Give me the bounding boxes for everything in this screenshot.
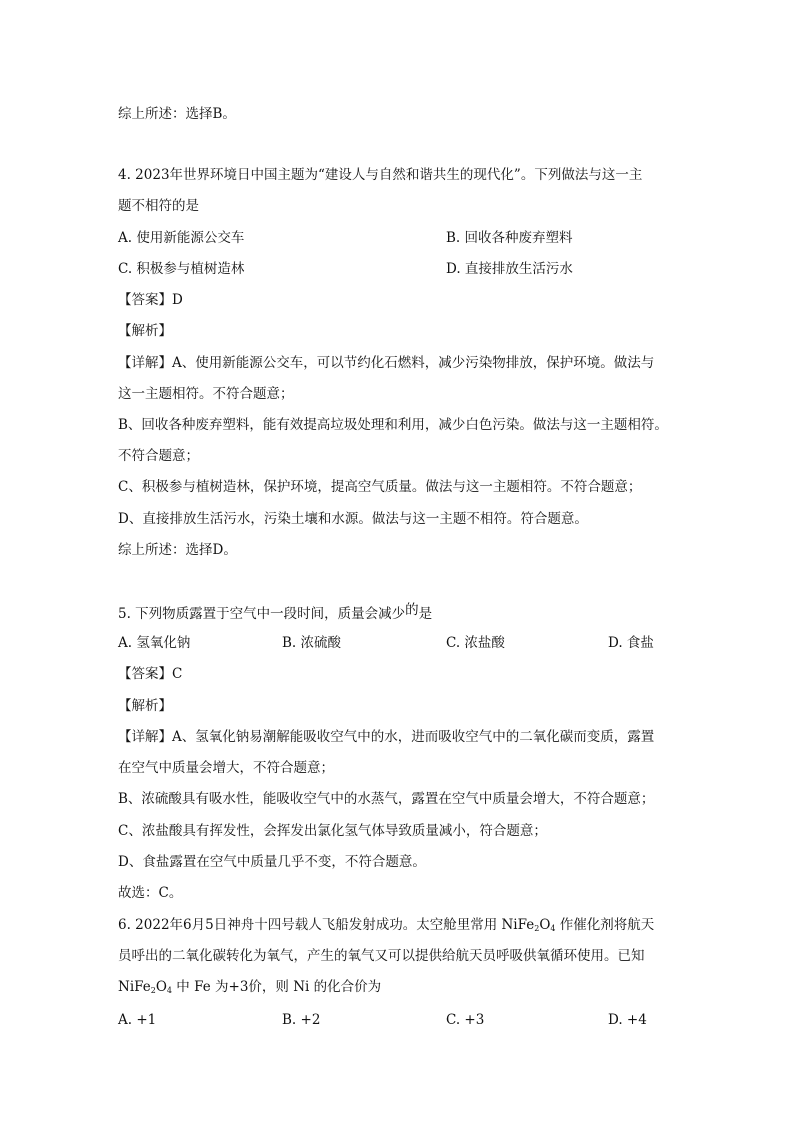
- q5-stem-part-c: 是: [418, 606, 433, 622]
- q5-option-c: C. 浓盐酸: [446, 635, 505, 651]
- previous-summary: 综上所述：选择B。: [118, 106, 236, 122]
- q5-detail-c: C、浓盐酸具有挥发性，会挥发出氯化氢气体导致质量减小，符合题意；: [118, 823, 547, 839]
- q4-detail-c: C、积极参与植树造林，保护环境，提高空气质量。做法与这一主题相符。不符合题意；: [118, 479, 642, 495]
- q5-summary: 故选：C。: [118, 885, 183, 901]
- q5-stem: [118, 602, 433, 623]
- q5-option-b: B. 浓硫酸: [282, 635, 342, 651]
- q4-option-b: B. 回收各种废弃塑料: [446, 230, 573, 246]
- q5-detail-b: B、浓硫酸具有吸水性，能吸收空气中的水蒸气，露置在空气中质量会增大，不符合题意；: [118, 791, 655, 807]
- q6-option-b: B. +2: [282, 1012, 321, 1028]
- q5-detail-d: D、食盐露置在空气中质量几乎不变，不符合题意。: [118, 854, 426, 870]
- q6-option-d: D. +4: [608, 1012, 647, 1028]
- q5-option-d: D. 食盐: [608, 635, 654, 651]
- q4-stem-line1: 4. 2023年世界环境日中国主题为“建设人与自然和谐共生的现代化”。下列做法与这一主: [118, 167, 643, 183]
- q5-detail-a-line1: 【详解】A、氢氧化钠易潮解能吸收空气中的水，进而吸收空气中的二氧化碳而变质，露置: [118, 729, 655, 745]
- q4-detail-a-line2: 这一主题相符。不符合题意；: [118, 386, 294, 402]
- q6-stem-line2: 员呼出的二氧化碳转化为氧气，产生的氧气又可以提供给航天员呼吸供氧循环使用。已知: [118, 948, 645, 964]
- q6-sub-2: 4: [550, 924, 556, 933]
- q4-summary: 综上所述：选择D。: [118, 542, 237, 558]
- q4-detail-b-line2: 不符合题意；: [118, 448, 199, 464]
- q6-line1-part-c: 作催化剂将航天: [555, 917, 655, 933]
- q4-detail-b-line1: B、回收各种废弃塑料，能有效提高垃圾处理和利用，减少白色污染。做法与这一主题相符。: [118, 417, 668, 433]
- q4-option-c: C. 积极参与植树造林: [118, 261, 245, 277]
- q4-option-d: D. 直接排放生活污水: [446, 261, 573, 277]
- q6-stem-line3: [118, 978, 381, 996]
- q6-line1-part-a: 6. 2022年6月5日神舟十四号载人飞船发射成功。太空舱里常用 NiFe: [118, 917, 535, 933]
- q6-sub-3: 2: [150, 986, 156, 995]
- q6-option-c: C. +3: [446, 1012, 485, 1028]
- q6-line3-part-c: 中 Fe 为+3价，则 Ni 的化合价为: [172, 979, 382, 995]
- q5-answer: 【答案】C: [118, 666, 183, 682]
- q6-option-a: A. +1: [118, 1012, 157, 1028]
- q6-line3-part-b: O: [155, 979, 167, 995]
- q5-detail-a-line2: 在空气中质量会增大，不符合题意；: [118, 760, 334, 776]
- q4-option-a: A. 使用新能源公交车: [118, 230, 245, 246]
- q4-detail-d: D、直接排放生活污水，污染土壤和水源。做法与这一主题不相符。符合题意。: [118, 511, 588, 527]
- q4-detail-a-line1: 【详解】A、使用新能源公交车，可以节约化石燃料，减少污染物排放，保护环境。做法与: [118, 355, 655, 371]
- q6-stem-line1: [118, 916, 654, 934]
- q5-stem-part-b: 的: [405, 602, 419, 618]
- q5-option-a: A. 氢氧化钠: [118, 635, 191, 651]
- q6-line3-part-a: NiFe: [118, 979, 151, 995]
- q5-analysis-label: 【解析】: [118, 698, 172, 714]
- q6-sub-1: 2: [534, 924, 540, 933]
- q4-analysis-label: 【解析】: [118, 323, 172, 339]
- q5-stem-part-a: 5. 下列物质露置于空气中一段时间，质量会减少: [118, 606, 406, 622]
- q6-sub-4: 4: [166, 986, 173, 995]
- q4-stem-line2: 题不相符的是: [118, 198, 199, 214]
- q4-answer: 【答案】D: [118, 292, 183, 308]
- q6-line1-part-b: O: [539, 917, 551, 933]
